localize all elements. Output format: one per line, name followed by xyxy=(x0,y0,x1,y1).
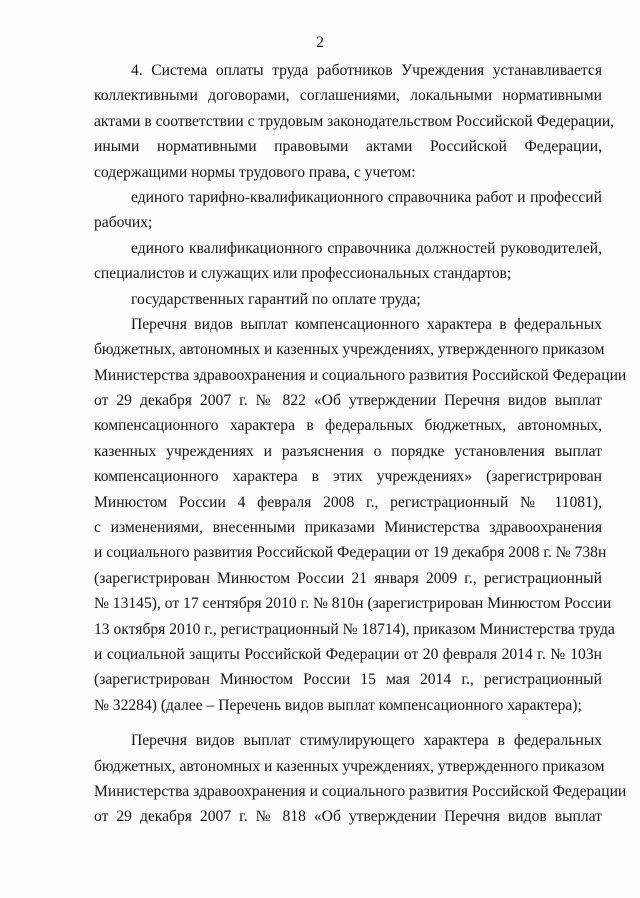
text-line: с изменениями, внесенными приказами Министерства здравоохранения xyxy=(94,519,602,537)
text-line: Перечня видов выплат стимулирующего характера в федеральных xyxy=(131,732,602,750)
text-line: компенсационного характера в федеральных бюджетных, автономных, xyxy=(94,417,602,435)
text-line: бюджетных, автономных и казенных учреждениях, утвержденного приказом xyxy=(94,341,605,359)
paragraph-gap xyxy=(94,718,602,728)
text-line: казенных учреждениях и разъяснения о порядке установления выплат xyxy=(94,442,602,460)
text-line: единого квалификационного справочника должностей руководителей, xyxy=(131,239,602,257)
text-line: и социального развития Российской Федерации от 19 декабря 2008 г. № 738н xyxy=(94,544,607,562)
page-number: 2 xyxy=(316,34,324,51)
text-line: 4. Система оплаты труда работников Учреждения устанавливается xyxy=(131,62,602,79)
document-body xyxy=(94,58,627,830)
text-line: актами в соответствии с трудовым законодательством Российской Федерации, xyxy=(94,112,615,130)
text-line: (зарегистрирован Минюстом России 21 января 2009 г., регистрационный xyxy=(94,569,602,587)
text-line: (зарегистрирован Минюстом России 15 мая 2014 г., регистрационный xyxy=(94,671,602,689)
text-line: специалистов и служащих или профессиональных стандартов; xyxy=(94,265,512,283)
text-line: Перечня видов выплат компенсационного характера в федеральных xyxy=(131,315,602,333)
text-line: иными нормативными правовыми актами Российской Федерации, xyxy=(94,138,602,156)
text-line: рабочих; xyxy=(94,214,153,232)
text-line: № 13145), от 17 сентября 2010 г. № 810н (зарегистрирован Минюстом России xyxy=(94,595,612,613)
text-line: государственных гарантий по оплате труда; xyxy=(131,290,421,308)
text-line: единого тарифно-квалификационного справочника работ и профессий xyxy=(131,188,602,206)
text-line: от 29 декабря 2007 г. № 818 «Об утверждении Перечня видов выплат xyxy=(94,808,602,826)
text-line: и социальной защиты Российской Федерации от 20 февраля 2014 г. № 103н xyxy=(94,645,602,663)
text-line: бюджетных, автономных и казенных учреждениях, утвержденного приказом xyxy=(94,757,605,775)
text-line: 13 октября 2010 г., регистрационный № 18714), приказом Министерства труда xyxy=(94,620,615,638)
text-line: компенсационного характера в этих учреждениях» (зарегистрирован xyxy=(94,468,602,486)
text-line: содержащими нормы трудового права, с учетом: xyxy=(94,163,416,181)
text-line: коллективными договорами, соглашениями, локальными нормативными xyxy=(94,87,602,105)
text-line: № 32284) (далее – Перечень видов выплат компенсационного характера); xyxy=(94,696,582,714)
text-line: Министерства здравоохранения и социального развития Российской Федерации xyxy=(94,366,627,384)
text-line: Министерства здравоохранения и социального развития Российской Федерации xyxy=(94,782,627,800)
text-line: Минюстом России 4 февраля 2008 г., регистрационный № 11081), xyxy=(94,493,602,511)
text-line: от 29 декабря 2007 г. № 822 «Об утверждении Перечня видов выплат xyxy=(94,392,602,410)
